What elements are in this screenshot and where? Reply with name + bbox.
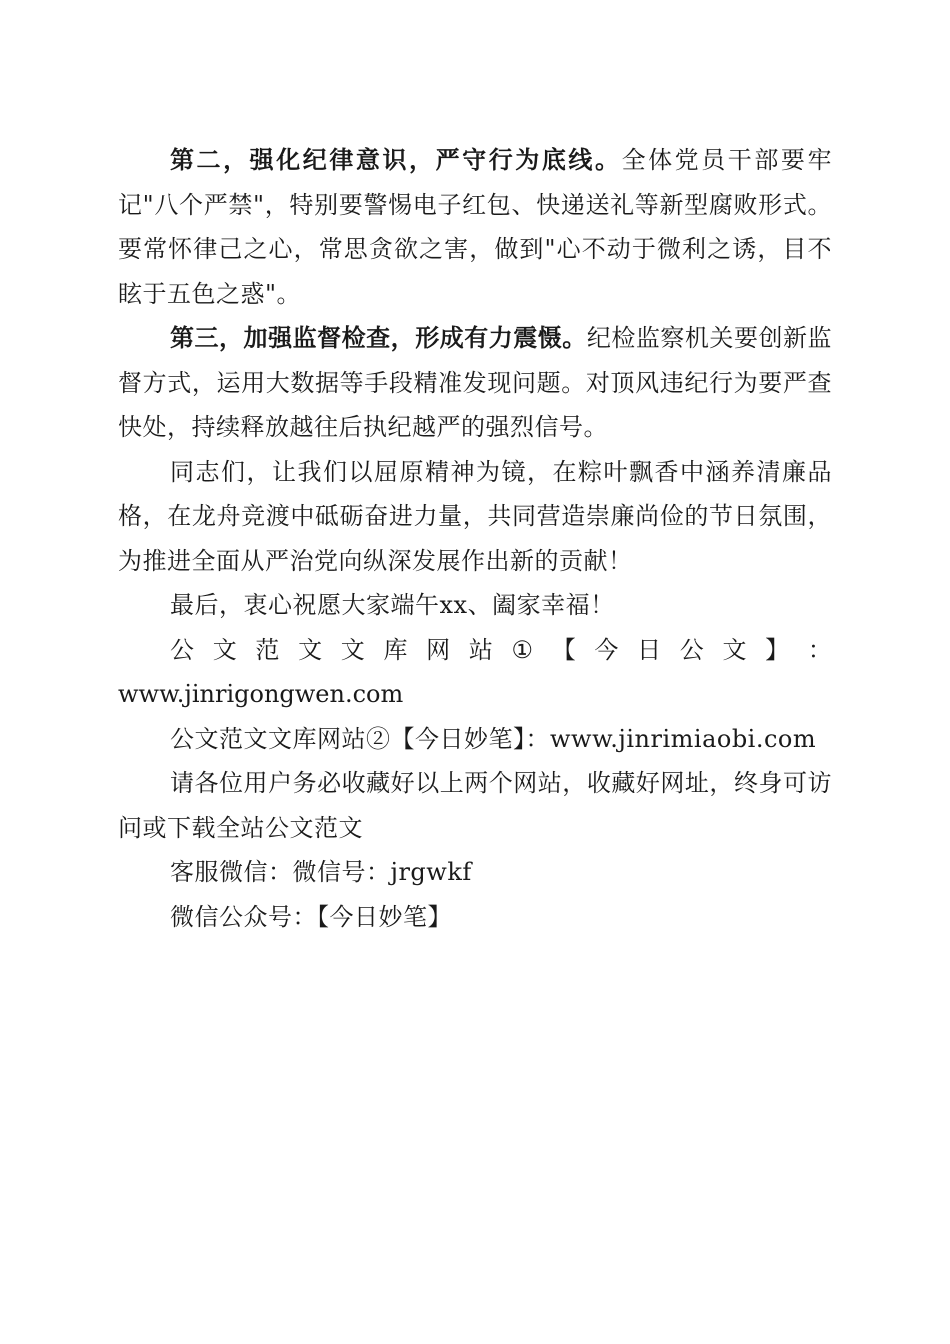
paragraph-lead: 第二，强化纪律意识，严守行为底线。 xyxy=(170,145,622,174)
site1-char: 网 xyxy=(426,635,451,664)
site1-char: 文 xyxy=(722,635,747,664)
site1-char: 站 xyxy=(468,635,493,664)
site1-char: 日 xyxy=(637,635,662,664)
wechat-service: 客服微信：微信号：jrgwkf xyxy=(170,858,472,886)
site1-char: 范 xyxy=(255,635,280,664)
bookmark-notice: 请各位用户务必收藏好以上两个网站，收藏好网址，终身可访问或下载全站公文范文 xyxy=(118,769,832,842)
document-page xyxy=(118,138,832,939)
paragraph-lead: 第三，加强监督检查，形成有力震慑。 xyxy=(170,323,587,352)
site1-char: 文 xyxy=(298,635,323,664)
site1-char: ① xyxy=(511,635,534,664)
site1-char: 文 xyxy=(340,635,365,664)
site1-char: 公 xyxy=(679,635,704,664)
site1-char: ： xyxy=(807,635,832,664)
paragraph-discipline xyxy=(118,138,832,316)
site1-char: 库 xyxy=(383,635,408,664)
paragraph-wishes: 最后，衷心祝愿大家端午xx、阖家幸福！ xyxy=(170,591,615,619)
paragraph-supervision xyxy=(118,316,832,450)
paragraph-body: 全体党员干部要牢记"八个严禁"，特别要警惕电子红包、快递送礼等新型腐败形式。要常怀律己之心，常思贪欲之害，做到"心不动于微利之诱，目不眩于五色之惑"。 xyxy=(118,146,832,308)
site2-line[interactable]: 公文范文文库网站②【今日妙笔】：www.jinrimiaobi.com xyxy=(170,724,817,753)
site1-char: 今 xyxy=(594,635,619,664)
site1-line xyxy=(118,628,832,673)
site1-char: 文 xyxy=(212,635,237,664)
site1-char: 【 xyxy=(551,635,576,664)
paragraph-body: 纪检监察机关要创新监督方式，运用大数据等手段精准发现问题。对顶风违纪行为要严查快处，持续释放越往后执纪越严的强烈信号。 xyxy=(118,324,833,441)
paragraph-closing: 同志们，让我们以屈原精神为镜，在粽叶飘香中涵养清廉品格，在龙舟竞渡中砥砺奋进力量，共同营造崇廉尚俭的节日氛围，为推进全面从严治党向纵深发展作出新的贡献！ xyxy=(118,457,832,575)
official-account: 微信公众号：【今日妙笔】 xyxy=(170,902,452,931)
site1-url[interactable]: www.jinrigongwen.com xyxy=(118,680,404,708)
site1-char: 公 xyxy=(170,635,194,664)
site1-char: 】 xyxy=(765,635,790,664)
